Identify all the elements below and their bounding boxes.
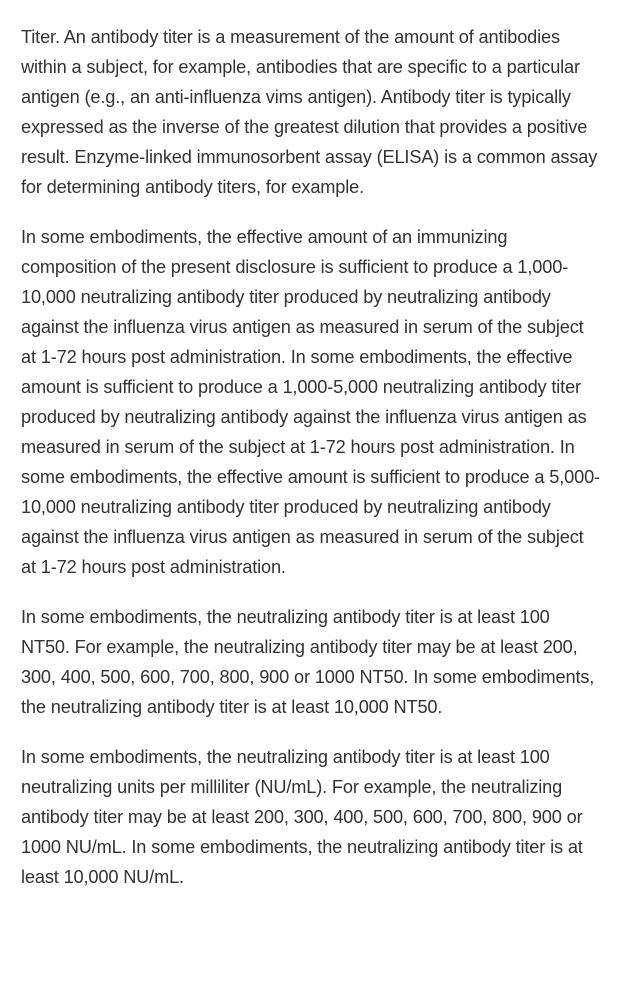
paragraph-nt50-titer: In some embodiments, the neutralizing antibody titer is at least 100 NT50. For example, the neutralizing antibody titer may be at least 200, 300, 400, 500, 600, 700, 800, 900 or 1000 NT50. In some embodiments, the neutralizing antibody titer is at least 10,000 NT50. bbox=[21, 607, 595, 717]
paragraph-titer-definition: Titer. An antibody titer is a measurement of the amount of antibodies within a subject, for example, antibodies that are specific to a particular antigen (e.g., an anti-influenza vims antigen). Antibody titer is typically expressed as the inverse of the greatest dilution that provides a positive result. Enzyme-linked immunosorbent assay (ELISA) is a common assay for determining antibody titers, for example. bbox=[21, 27, 598, 197]
paragraph-effective-amount: In some embodiments, the effective amount of an immunizing composition of the present disclosure is sufficient to produce a 1,000-10,000 neutralizing antibody titer produced by neutralizing antibody against the influenza virus antigen as measured in serum of the subject at 1-72 hours post administration. In some embodiments, the effective amount is sufficient to produce a 1,000-5,000 neutralizing antibody titer produced by neutralizing antibody against the influenza virus antigen as measured in serum of the subject at 1-72 hours post administration. In some embodiments, the effective amount is sufficient to produce a 5,000-10,000 neutralizing antibody titer produced by neutralizing antibody against the influenza virus antigen as measured in serum of the subject at 1-72 hours post administration. bbox=[21, 227, 600, 577]
paragraph-nu-ml-titer: In some embodiments, the neutralizing antibody titer is at least 100 neutralizing units per milliliter (NU/mL). For example, the neutralizing antibody titer may be at least 200, 300, 400, 500, 600, 700, 800, 900 or 1000 NU/mL. In some embodiments, the neutralizing antibody titer is at least 10,000 NU/mL. bbox=[21, 747, 583, 887]
document-body bbox=[21, 22, 603, 892]
